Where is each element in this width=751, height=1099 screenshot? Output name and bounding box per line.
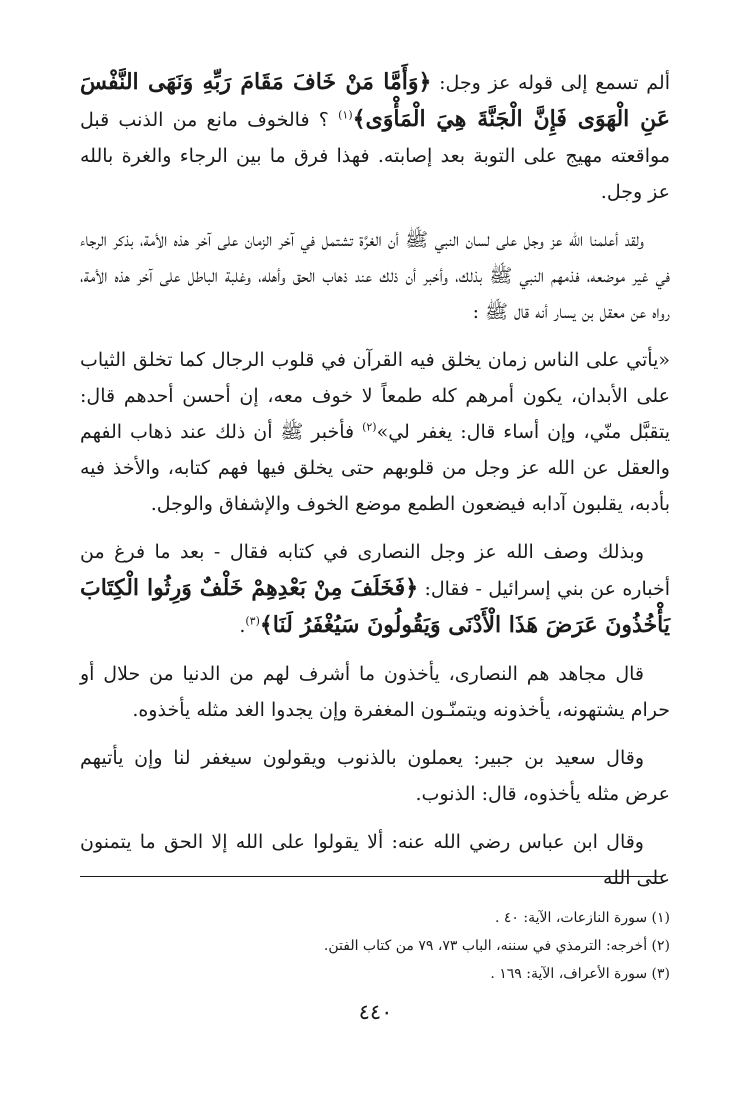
paragraph-4-end: . <box>239 615 246 637</box>
paragraph-6: وقال سعيد بن جبير: يعملون بالذنوب ويقولون سيغفر لنا وإن يأتيهم عرض مثله يأخذوه، قال: الذنوب. <box>80 747 670 805</box>
paragraph-7: وقال ابن عباس رضي الله عنه: ألا يقولوا على الله إلا الحق ما يتمنون على الله <box>80 831 670 889</box>
hadith-text: «يأتي على الناس زمان يخلق فيه القرآن في قلوب الرجال كما تخلق الثياب على الأبدان، يكون أمرهم كله طمعاً لا خوف معه، إن أحسن أحدهم قال: يتقبَّل منّي، وإن أساء قال: يغفر لي» <box>80 349 671 443</box>
paragraph-1-intro: ألم تسمع إلى قوله عز وجل: <box>431 72 670 94</box>
page-number: ٤٤٠ <box>358 1000 393 1024</box>
footnotes <box>80 906 670 990</box>
footnote-separator <box>80 876 663 877</box>
footnote-2: (٢) أخرجه: الترمذي في سننه، الباب ٧٣، ٧٩ من كتاب الفتن. <box>323 938 670 954</box>
main-text <box>80 64 670 908</box>
footnote-3: (٣) سورة الأعراف، الآية: ١٦٩ . <box>490 966 670 982</box>
paragraph-1 <box>80 64 670 210</box>
paragraph-1-rest: ؟ فالخوف مانع من الذنب قبل مواقعته مهيج على التوبة بعد إصابته. فهذا فرق ما بين الرجاء والغرة بالله عز وجل. <box>80 109 670 203</box>
paragraph-5: قال مجاهد هم النصارى، يأخذون ما أشرف لهم من الدنيا من حلال أو حرام يشتهونه، يأخذونه ويتمنّـون المغفرة وإن يجدوا الغد مثله يأخذوه. <box>80 663 670 721</box>
paragraph-3-rest: فأخبر ﷺ أن ذلك عند ذهاب الفهم والعقل عن الله عز وجل من قلوبهم حتى يخلق فيها فهم كتابه، والأخذ فيه بأدبه، يقلبون آدابه فيضعون الطمع موضع الخوف والإشفاق والوجل. <box>80 421 670 515</box>
footnote-ref-3[interactable]: (٣) <box>245 614 260 628</box>
footnote-1: (١) سورة النازعات، الآية: ٤٠ . <box>495 910 670 926</box>
footnote-ref-1[interactable]: (١) <box>338 108 353 122</box>
paragraph-4-intro: وبذلك وصف الله عز وجل النصارى في كتابه فقال - بعد ما فرغ من أخباره عن بني إسرائيل - فقال: <box>80 541 670 600</box>
footnote-ref-2[interactable]: (٢) <box>362 420 377 434</box>
quran-verse-1: ﴿وَأَمَّا مَنْ خَافَ مَقَامَ رَبِّهِ وَنَهَى النَّفْسَ عَنِ الْهَوَى فَإِنَّ الْجَنَّةَ هِيَ الْمَأْوَى﴾ <box>80 69 670 132</box>
paragraph-4 <box>80 534 670 644</box>
paragraph-2: ولقد أعلمنا الله عز وجل على لسان النبي ﷺ أن الغرَّة تشتمل في آخر الزمان على آخر هذه الأمة، بذكر الرجاء في غير موضعه، فذمهم النبي ﷺ بذلك، وأخبر أن ذلك عند ذهاب الحق وأهله، وغلبة الباطل على آخر هذه الأمة، رواه عن معقل بن يسار أنه قال ﷺ : <box>80 229 670 323</box>
quran-verse-2: ﴿فَخَلَفَ مِنْ بَعْدِهِمْ خَلْفٌ وَرِثُوا الْكِتَابَ يَأْخُذُونَ عَرَضَ هَذَا الْأَدْنَى وَيَقُولُونَ سَيُغْفَرُ لَنَا﴾ <box>80 575 670 638</box>
paragraph-3 <box>80 342 670 522</box>
